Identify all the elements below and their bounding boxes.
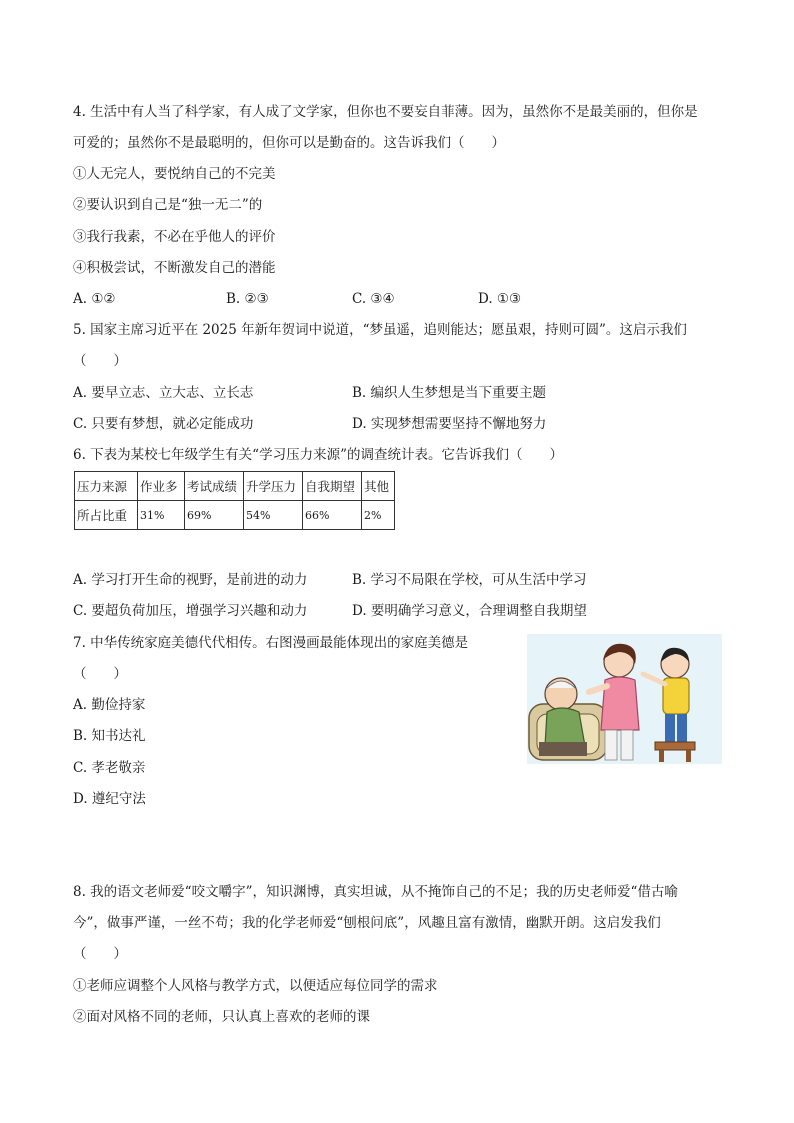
q7-option-a[interactable]: A. 勤俭持家 xyxy=(73,697,146,713)
q4-option-d[interactable]: D. ①③ xyxy=(478,291,522,307)
q7-option-b[interactable]: B. 知书达礼 xyxy=(73,728,146,744)
survey-table xyxy=(74,471,395,530)
boy-leg xyxy=(677,714,687,742)
q4-statement-4: ④积极尝试，不断激发自己的潜能 xyxy=(73,260,276,276)
q4-option-c[interactable]: C. ③④ xyxy=(352,291,395,307)
grandfather-body xyxy=(545,708,585,746)
q4-option-a[interactable]: A. ①② xyxy=(73,291,116,307)
table-cell: 31% xyxy=(138,501,185,530)
table-cell: 作业多 xyxy=(138,472,185,501)
table-row xyxy=(75,501,395,530)
q6-option-b[interactable]: B. 学习不局限在学校，可从生活中学习 xyxy=(352,572,587,588)
q6-option-a[interactable]: A. 学习打开生命的视野，是前进的动力 xyxy=(73,572,308,588)
table-cell: 2% xyxy=(362,501,395,530)
q7-stem-line2: （ ） xyxy=(73,666,127,682)
grandfather-legs xyxy=(539,742,587,756)
q7-option-c[interactable]: C. 孝老敬亲 xyxy=(73,760,146,776)
stool-leg xyxy=(659,750,664,762)
q4-statement-2: ②要认识到自己是“独一无二”的 xyxy=(73,197,263,213)
table-cell: 考试成绩 xyxy=(185,472,244,501)
q6-stem: 6. 下表为某校七年级学生有关“学习压力来源”的调查统计表。它告诉我们（ ） xyxy=(73,447,563,463)
q4-statement-3: ③我行我素，不必在乎他人的评价 xyxy=(73,229,276,245)
q4-option-b[interactable]: B. ②③ xyxy=(226,291,269,307)
table-cell: 其他 xyxy=(362,472,395,501)
table-cell: 54% xyxy=(244,501,303,530)
table-cell: 压力来源 xyxy=(75,472,138,501)
q8-stem-line1: 8. 我的语文老师爱“咬文嚼字”，知识渊博，真实坦诚，从不掩饰自己的不足；我的历史老师爱“借古喻 xyxy=(73,884,678,900)
table-cell: 69% xyxy=(185,501,244,530)
q5-stem-line2: （ ） xyxy=(73,353,127,369)
mother-leg xyxy=(605,730,617,760)
q8-statement-2: ②面对风格不同的老师，只认真上喜欢的老师的课 xyxy=(73,1009,370,1025)
stool-leg xyxy=(686,750,691,762)
table-cell: 自我期望 xyxy=(303,472,362,501)
table-header-row xyxy=(75,472,395,501)
table-cell: 66% xyxy=(303,501,362,530)
cartoon-elder-care-image xyxy=(527,634,722,764)
q7-stem-line1: 7. 中华传统家庭美德代代相传。右图漫画最能体现出的家庭美德是 xyxy=(73,635,469,651)
q5-stem-line1: 5. 国家主席习近平在 2025 年新年贺词中说道，“梦虽遥，追则能达；愿虽艰，持则可圆”。这启示我们 xyxy=(73,322,687,338)
boy-leg xyxy=(665,714,675,742)
q8-stem-line3: （ ） xyxy=(73,946,127,962)
q7-option-d[interactable]: D. 遵纪守法 xyxy=(73,791,146,807)
q5-option-c[interactable]: C. 只要有梦想，就必定能成功 xyxy=(73,416,254,432)
q8-statement-1: ①老师应调整个人风格与教学方式，以便适应每位同学的需求 xyxy=(73,978,438,994)
q5-option-b[interactable]: B. 编织人生梦想是当下重要主题 xyxy=(352,385,547,401)
mother-leg xyxy=(621,730,633,760)
q8-stem-line2: 今”，做事严谨，一丝不苟；我的化学老师爱“刨根问底”，风趣且富有激情，幽默开朗。这启发我们 xyxy=(73,915,661,931)
q4-stem-line2: 可爱的；虽然你不是最聪明的，但你可以是勤奋的。这告诉我们（ ） xyxy=(73,135,505,151)
table-cell: 所占比重 xyxy=(75,501,138,530)
q4-statement-1: ①人无完人，要悦纳自己的不完美 xyxy=(73,166,276,182)
q6-option-d[interactable]: D. 要明确学习意义，合理调整自我期望 xyxy=(352,603,587,619)
table-cell: 升学压力 xyxy=(244,472,303,501)
stool-seat xyxy=(655,742,695,750)
q5-option-d[interactable]: D. 实现梦想需要坚持不懈地努力 xyxy=(352,416,547,432)
q4-stem-line1: 4. 生活中有人当了科学家，有人成了文学家，但你也不要妄自菲薄。因为，虽然你不是最美丽的，但你是 xyxy=(73,104,698,120)
q5-option-a[interactable]: A. 要早立志、立大志、立长志 xyxy=(73,385,254,401)
q6-option-c[interactable]: C. 要超负荷加压，增强学习兴趣和动力 xyxy=(73,603,308,619)
